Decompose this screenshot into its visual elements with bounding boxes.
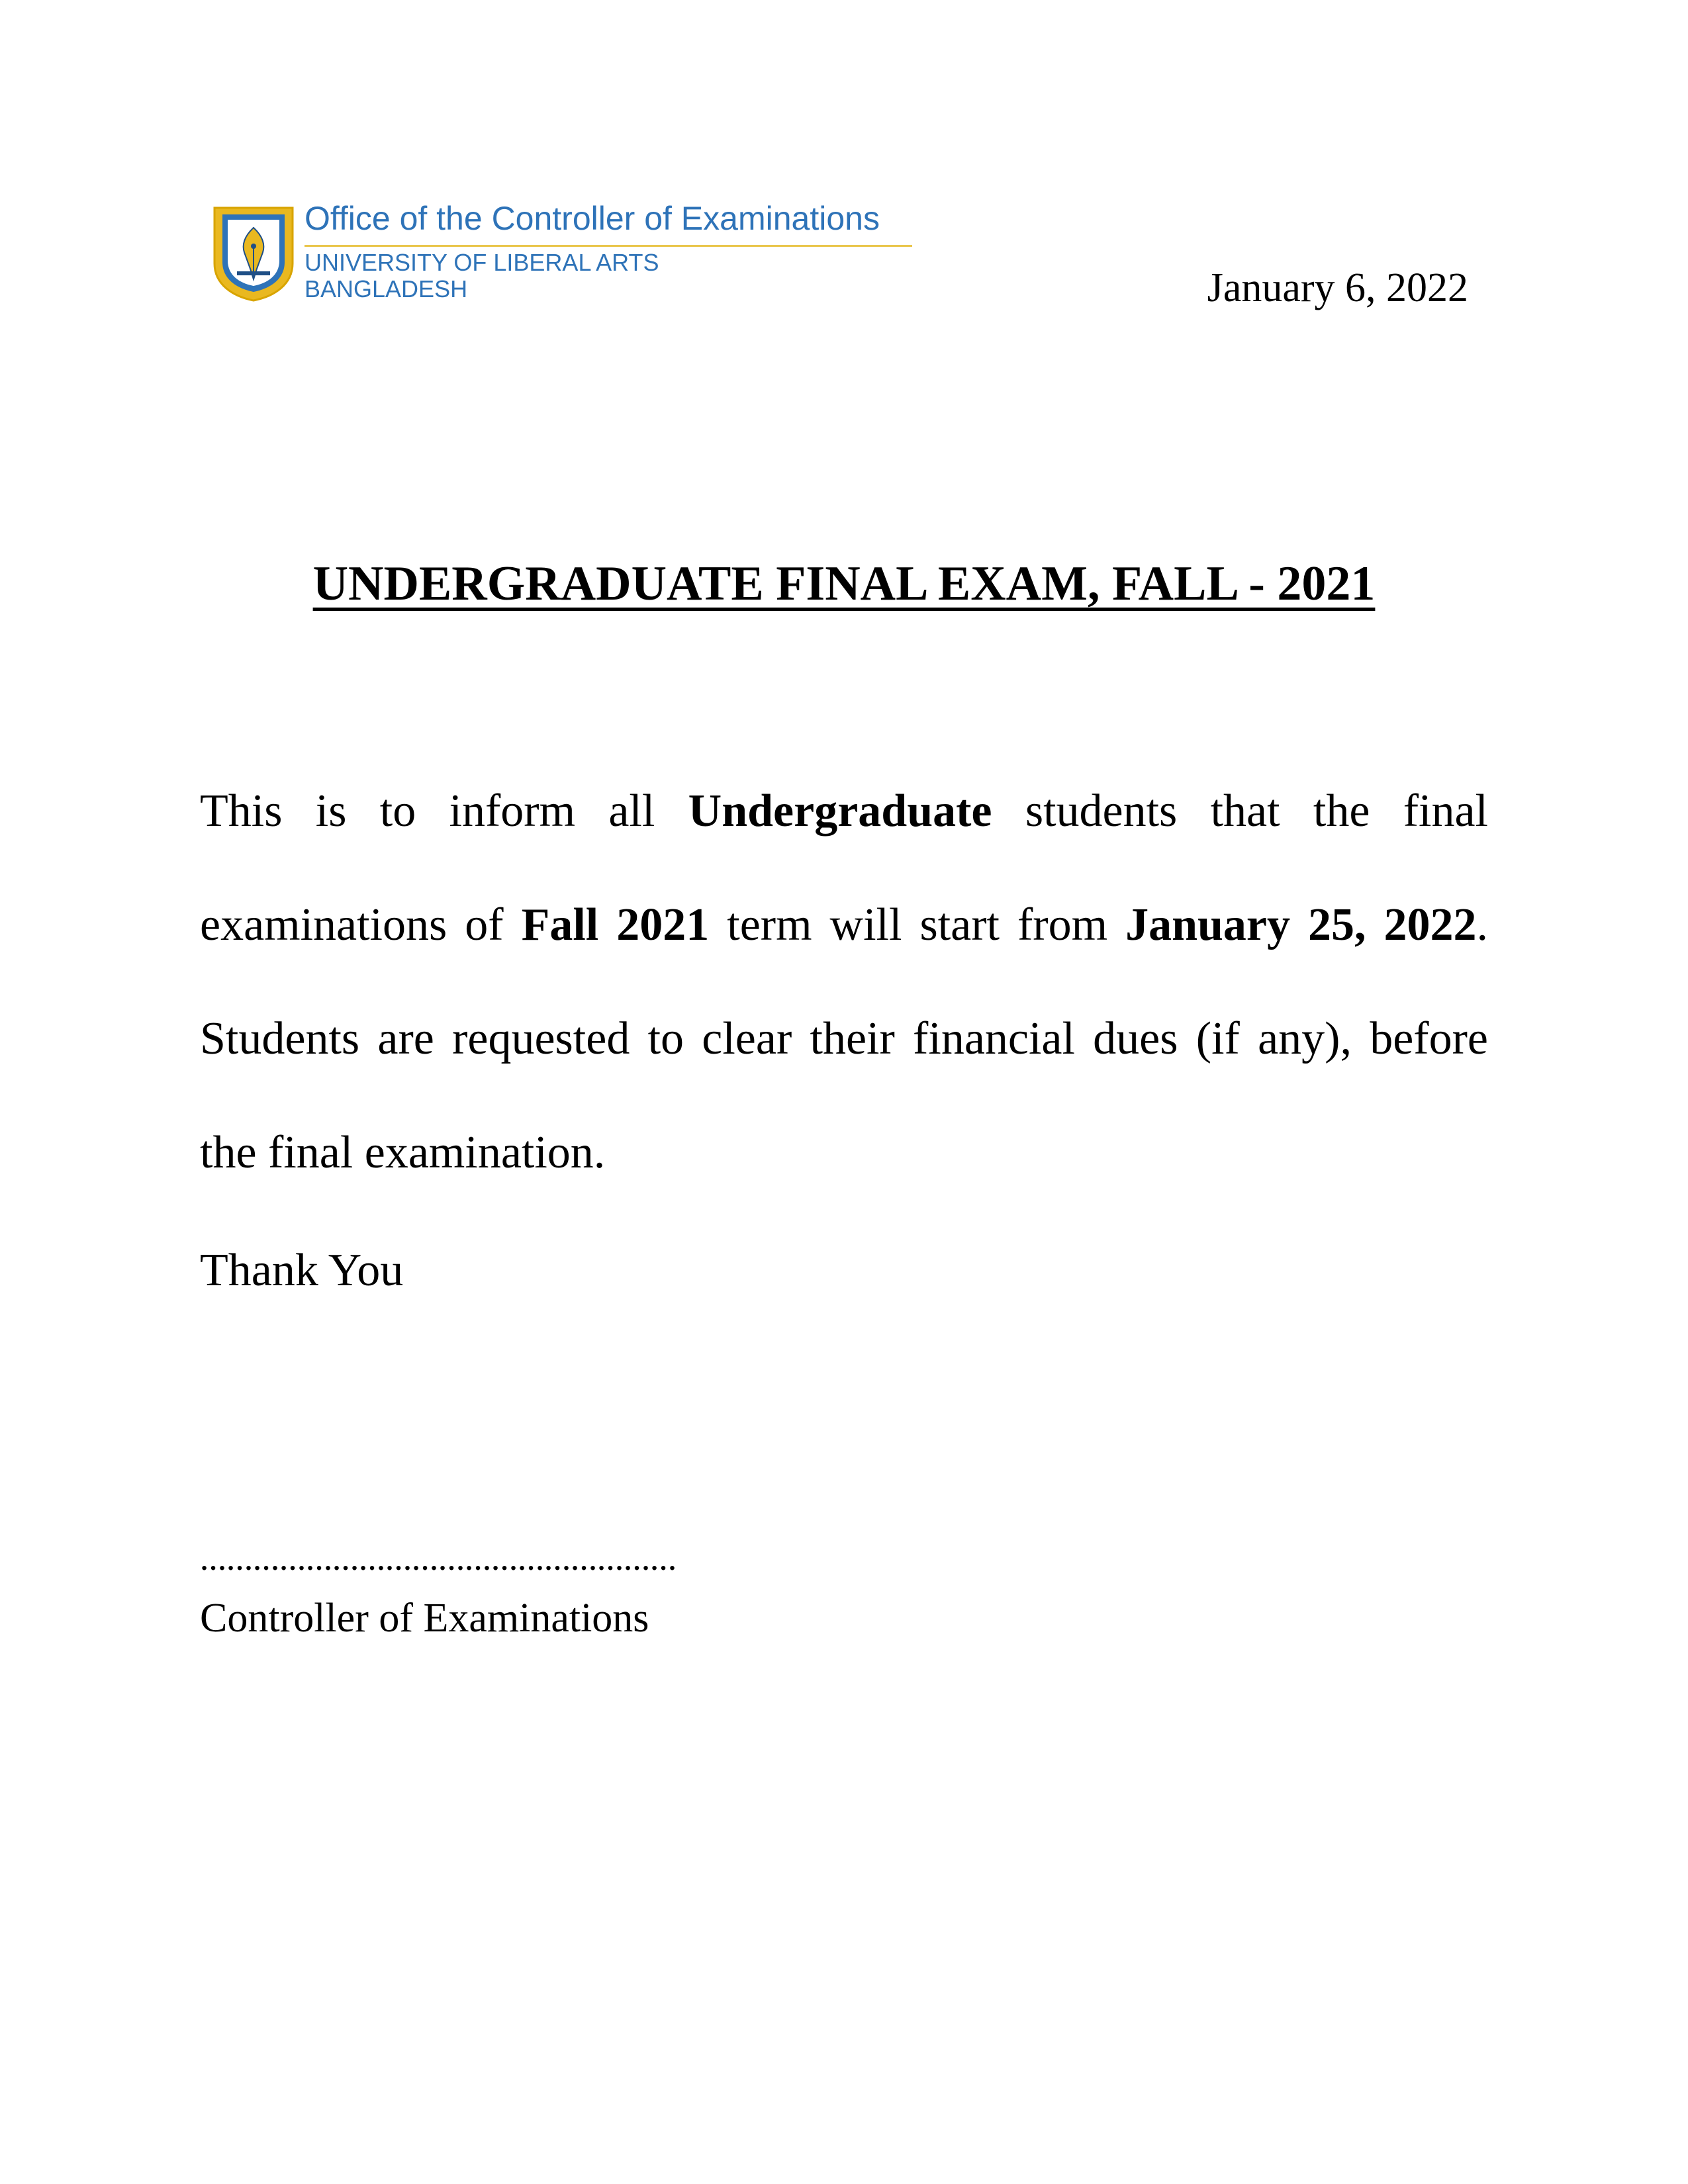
- university-seal-icon: [211, 205, 297, 302]
- body-line-1: This is to inform all Undergraduate students that the final: [200, 786, 1488, 837]
- office-title: Office of the Controller of Examinations: [305, 200, 880, 237]
- letterhead: [211, 199, 912, 304]
- letterhead-rule: [305, 245, 912, 247]
- highlight-start-date: January 25, 2022: [1125, 899, 1477, 950]
- body-line-3: Students are requested to clear their financial dues (if any), before: [200, 1013, 1488, 1064]
- notice-body: [200, 754, 1488, 1210]
- highlight-undergraduate: Undergraduate: [688, 786, 992, 837]
- body-line-2: examinations of Fall 2021 term will start from January 25, 2022.: [200, 899, 1489, 950]
- signatory-title: Controller of Examinations: [200, 1596, 649, 1641]
- notice-heading: UNDERGRADUATE FINAL EXAM, FALL - 2021: [312, 557, 1376, 611]
- closing-text: Thank You: [200, 1245, 404, 1296]
- university-name: UNIVERSITY OF LIBERAL ARTS: [305, 249, 659, 276]
- highlight-term: Fall 2021: [521, 899, 710, 950]
- signature-dotted-line: ………………………………………………: [200, 1546, 677, 1576]
- notice-date: January 6, 2022: [1207, 265, 1468, 310]
- body-line-4: the final examination.: [200, 1127, 606, 1178]
- university-country: BANGLADESH: [305, 275, 468, 302]
